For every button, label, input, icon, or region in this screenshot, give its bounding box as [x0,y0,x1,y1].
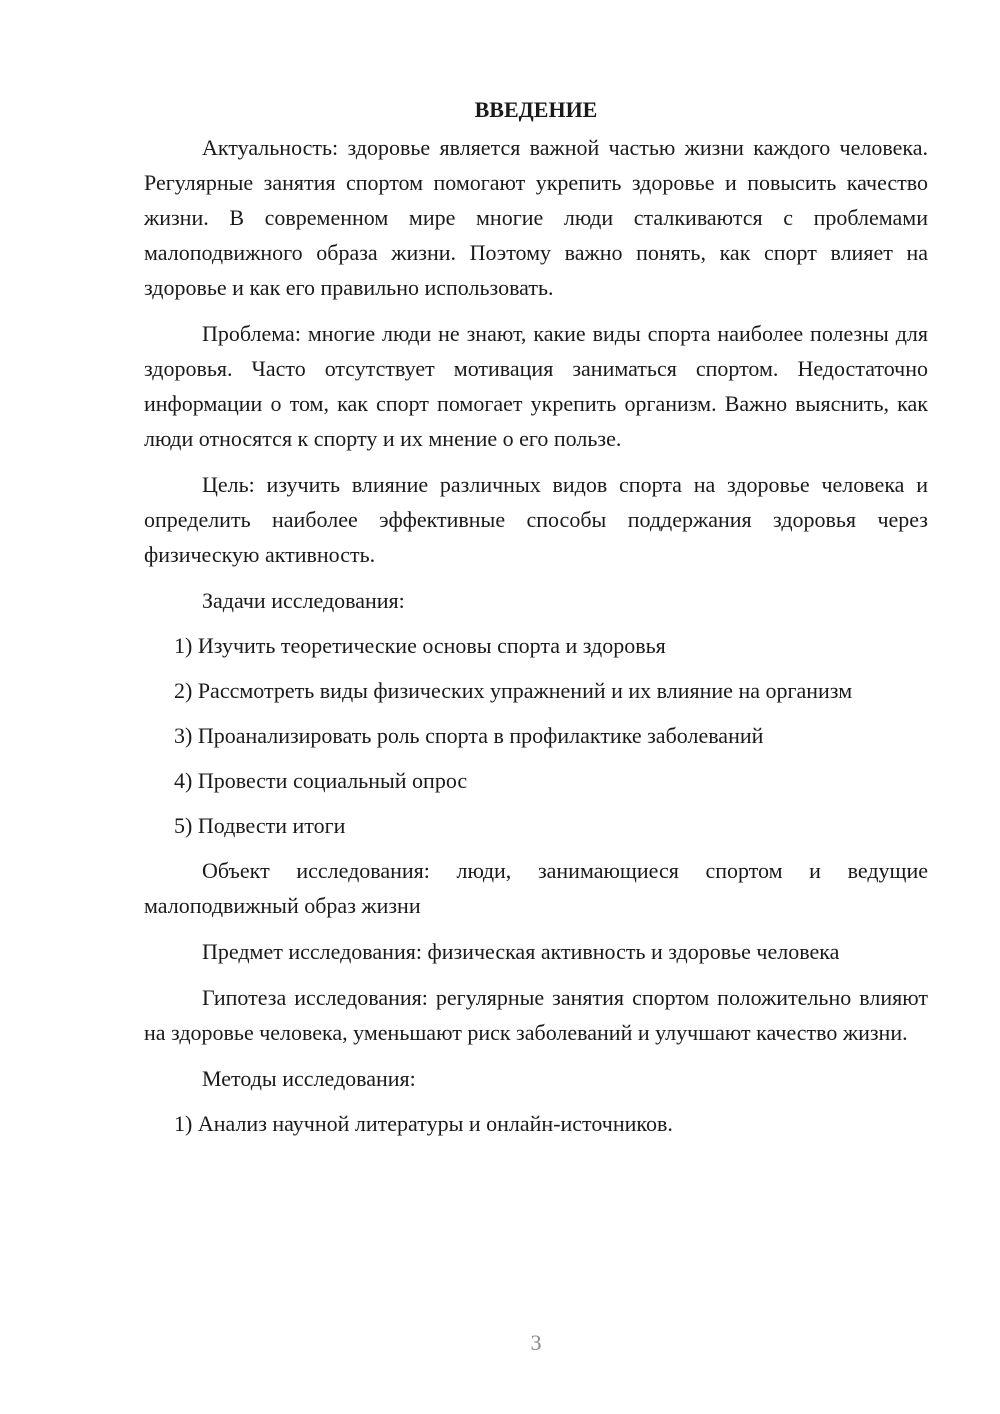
object-paragraph: Объект исследования: люди, занимающиеся спортом и ведущие малоподвижный образ жизни [144,858,928,918]
document-page [144,92,928,1151]
task-item-2: 2) Рассмотреть виды физических упражнений и их влияние на организм [174,678,853,703]
method-item-1: 1) Анализ научной литературы и онлайн-источников. [174,1111,673,1136]
methods-title: Методы исследования: [202,1066,416,1091]
page-title: ВВЕДЕНИЕ [474,97,598,122]
tasks-title: Задачи исследования: [202,588,405,613]
task-item-1: 1) Изучить теоретические основы спорта и здоровья [174,633,666,658]
task-item-5: 5) Подвести итоги [174,813,346,838]
page-number: 3 [530,1330,542,1355]
subject-paragraph: Предмет исследования: физическая активность и здоровье человека [202,939,840,964]
relevance-paragraph: Актуальность: здоровье является важной частью жизни каждого человека. Регулярные занятия спортом помогают укрепить здоровье и повысить качество жизни. В современном мире многие люди сталкиваются с проблемами малоподвижного образа жизни. Поэтому важно понять, как спорт влияет на здоровье и как его правильно использовать. [144,135,928,300]
hypothesis-paragraph: Гипотеза исследования: регулярные занятия спортом положительно влияют на здоровье человека, уменьшают риск заболеваний и улучшают качество жизни. [144,985,928,1045]
task-item-4: 4) Провести социальный опрос [174,768,468,793]
goal-paragraph: Цель: изучить влияние различных видов спорта на здоровье человека и определить наиболее эффективные способы поддержания здоровья через физическую активность. [144,472,928,567]
problem-paragraph: Проблема: многие люди не знают, какие виды спорта наиболее полезны для здоровья. Часто отсутствует мотивация заниматься спортом. Недостаточно информации о том, как спорт помогает укрепить организм. Важно выяснить, как люди относятся к спорту и их мнение о его пользе. [144,321,928,451]
task-item-3: 3) Проанализировать роль спорта в профилактике заболеваний [174,723,764,748]
